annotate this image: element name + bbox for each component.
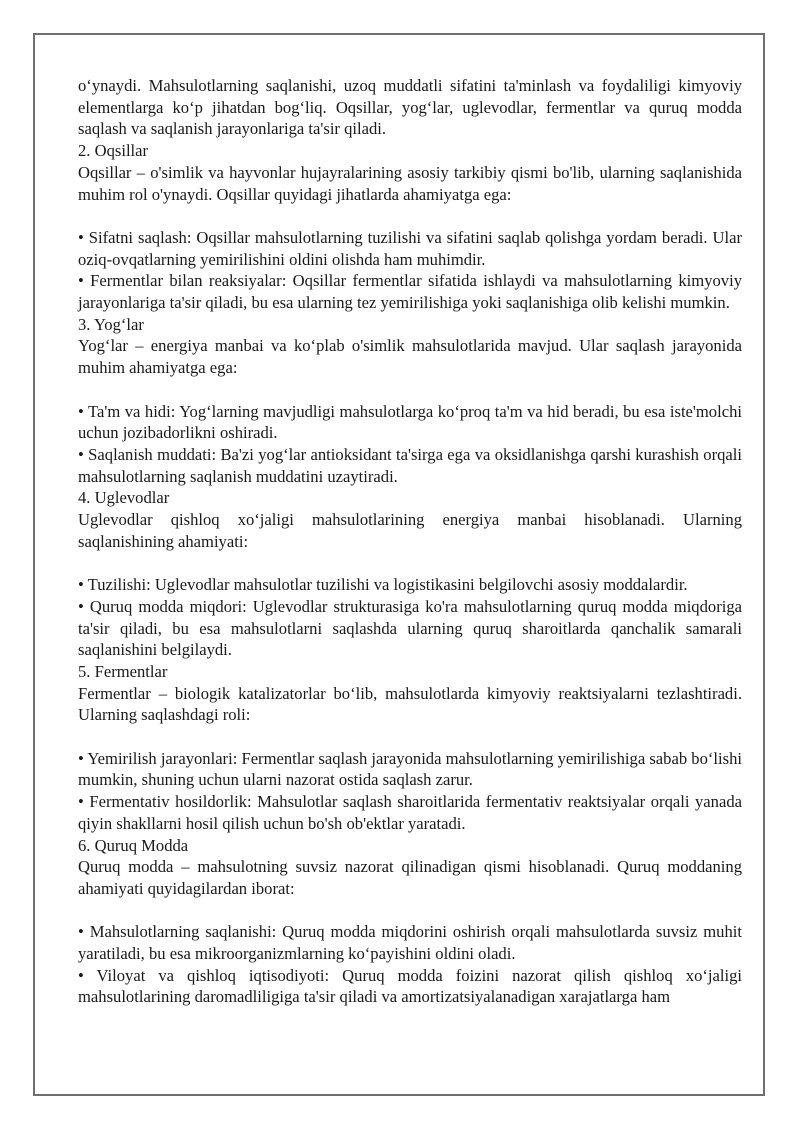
bullet-item: • Quruq modda miqdori: Uglevodlar strukturasiga ko'ra mahsulotlarning quruq modda miqdoriga ta'sir qiladi, bu esa mahsulotlarni saqlashda ularning quruq sharoitlarda qanchalik samarali saqlanishini belgilaydi. [78, 596, 742, 660]
bullet-item: • Ta'm va hidi: Yog‘larning mavjudligi mahsulotlarga ko‘proq ta'm va hid beradi, bu esa iste'molchi uchun jozibadorlikni oshiradi. [78, 401, 742, 443]
section-lead-uglevodlar: Uglevodlar qishloq xo‘jaligi mahsulotlarining energiya manbai hisoblanadi. Ularning saqlanishining ahamiyati: [78, 510, 742, 551]
paragraph-gap [78, 900, 742, 922]
paragraph-gap [78, 379, 742, 401]
document-body [78, 75, 742, 1008]
section-heading-uglevodlar: 4. Uglevodlar [78, 488, 170, 508]
paragraph-gap [78, 552, 742, 574]
paragraph-gap [78, 205, 742, 227]
section-heading-yoglar: 3. Yog‘lar [78, 314, 144, 334]
bullet-item: • Viloyat va qishloq iqtisodiyoti: Quruq modda foizini nazorat qilish qishloq xo‘jaligi mahsulotlarining daromadliligiga ta'sir qiladi va amortizatsiyalanadigan xarajatlarga ham [78, 965, 742, 1007]
bullet-item: • Sifatni saqlash: Oqsillar mahsulotlarning tuzilishi va sifatini saqlab qolishga yordam beradi. Ular oziq-ovqatlarning yemirilishini oldini olishda ham muhimdir. [78, 227, 742, 269]
intro-paragraph: o‘ynaydi. Mahsulotlarning saqlanishi, uzoq muddatli sifatini ta'minlash va foydaliligi kimyoviy elementlarga ko‘p jihatdan bog‘liq. Oqsillar, yog‘lar, uglevodlar, fermentlar va quruq modda saqlash va saqlanish jarayonlariga ta'sir qiladi. [78, 76, 742, 139]
section-heading-quruq-modda: 6. Quruq Modda [78, 835, 189, 855]
bullet-item: • Yemirilish jarayonlari: Fermentlar saqlash jarayonida mahsulotlarning yemirilishiga sabab bo‘lishi mumkin, shuning uchun ularni nazorat ostida saqlash zarur. [78, 748, 742, 790]
section-lead-fermentlar: Fermentlar – biologik katalizatorlar bo‘lib, mahsulotlarda kimyoviy reaktsiyalarni tezlashtiradi. Ularning saqlashdagi roli: [78, 683, 742, 725]
section-lead-oqsillar: Oqsillar – o'simlik va hayvonlar hujayralarining asosiy tarkibiy qismi bo'lib, ularning saqlanishida muhim rol o'ynaydi. Oqsillar quyidagi jihatlarda ahamiyatga ega: [78, 162, 742, 204]
bullet-item: • Fermentlar bilan reaksiyalar: Oqsillar fermentlar sifatida ishlaydi va mahsulotlarning kimyoviy jarayonlariga ta'sir qiladi, bu esa ularning tez yemirilishiga yoki saqlanishiga olib kelishi mumkin. [78, 271, 742, 313]
section-lead-quruq-modda: Quruq modda – mahsulotning suvsiz nazorat qilinadigan qismi hisoblanadi. Quruq moddaning ahamiyati quyidagilardan iborat: [78, 857, 742, 898]
bullet-item: • Fermentativ hosildorlik: Mahsulotlar saqlash sharoitlarida fermentativ reaktsiyalar orqali yanada qiyin shakllarni hosil qilish uchun bo'sh ob'ektlar yaratadi. [78, 792, 742, 833]
bullet-item: • Mahsulotlarning saqlanishi: Quruq modda miqdorini oshirish orqali mahsulotlarda suvsiz muhit yaratiladi, bu esa mikroorganizmlarning ko‘payishini oldini oladi. [78, 922, 742, 964]
section-lead-yoglar: Yog‘lar – energiya manbai va ko‘plab o'simlik mahsulotlarida mavjud. Ular saqlash jarayonida muhim ahamiyatga ega: [78, 336, 742, 378]
paragraph-gap [78, 726, 742, 748]
section-heading-oqsillar: 2. Oqsillar [78, 141, 149, 161]
bullet-item: • Saqlanish muddati: Ba'zi yog‘lar antioksidant ta'sirga ega va oksidlanishga qarshi kurashish orqali mahsulotlarning saqlanish muddatini uzaytiradi. [78, 444, 742, 486]
section-heading-fermentlar: 5. Fermentlar [78, 661, 168, 681]
bullet-item: • Tuzilishi: Uglevodlar mahsulotlar tuzilishi va logistikasini belgilovchi asosiy moddalardir. [78, 575, 688, 595]
